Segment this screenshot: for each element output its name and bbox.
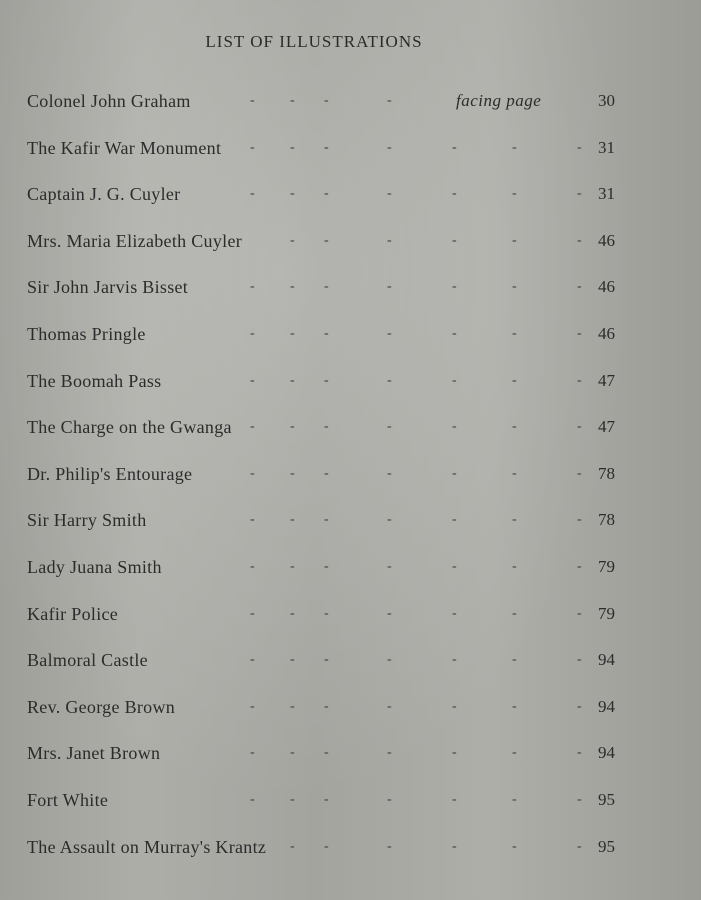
leader-dash: - [324,186,329,202]
leader-dash: - [452,698,457,714]
illustration-title: Dr. Philip's Entourage [27,463,193,484]
page-number: 31 [598,137,615,157]
leader-dash: - [250,512,255,528]
leader-dash: - [512,512,517,528]
leader-dash: - [577,465,582,481]
illustration-title: Kafir Police [27,603,119,624]
illustration-title: Sir John Jarvis Bisset [27,277,189,298]
leader-dash: - [250,745,255,761]
leader-dash: - [452,232,457,248]
leader-dash: - [290,512,295,528]
list-item [27,133,617,180]
leader-dash: - [250,419,255,435]
leader-dash: - [512,465,517,481]
leader-dash: - [324,325,329,341]
leader-dash: - [290,791,295,807]
page-number: 94 [598,743,615,763]
list-item [27,179,617,226]
leader-dash: - [512,791,517,807]
dash-leader [27,179,582,209]
leader-dash: - [290,605,295,621]
leader-dash: - [324,605,329,621]
illustration-title: The Boomah Pass [27,370,162,391]
leader-dash: - [577,512,582,528]
illustration-title: The Kafir War Monument [27,137,222,158]
leader-dash: - [387,652,392,668]
page-number: 78 [598,463,615,483]
illustration-title: The Charge on the Gwanga [27,417,232,438]
page-number: 31 [598,184,615,204]
leader-dash: - [387,372,392,388]
leader-dash: - [512,558,517,574]
dash-leader [27,412,582,442]
leader-dash: - [577,372,582,388]
leader-dash: - [290,745,295,761]
leader-dash: - [387,279,392,295]
illustration-title: Mrs. Maria Elizabeth Cuyler [27,230,243,251]
leader-dash: - [512,698,517,714]
leader-dash: - [290,698,295,714]
leader-dash: - [250,279,255,295]
leader-dash: - [577,139,582,155]
leader-dash: - [387,186,392,202]
leader-dash: - [290,325,295,341]
dash-leader [27,505,582,535]
dash-leader [27,366,582,396]
leader-dash: - [387,93,392,108]
leader-dash: - [577,838,582,854]
leader-dash: - [250,652,255,668]
list-item [27,366,617,413]
leader-dash: - [452,139,457,155]
leader-dash: - [387,745,392,761]
leader-dash: - [387,512,392,528]
leader-dash: - [512,745,517,761]
leader-dash: - [387,698,392,714]
leader-dash: - [512,652,517,668]
illustration-title: Thomas Pringle [27,323,146,344]
leader-dash: - [512,325,517,341]
leader-dash: - [577,558,582,574]
list-item [27,459,617,506]
leader-dash: - [324,652,329,668]
page-number: 30 [598,91,615,110]
leader-dash: - [512,279,517,295]
page-number: 46 [598,230,615,250]
page-title: LIST OF ILLUSTRATIONS [205,32,423,51]
page-number: 95 [598,836,615,856]
page-number: 78 [598,510,615,530]
leader-dash: - [387,558,392,574]
page-number: 94 [598,650,615,670]
list-item [27,412,617,459]
leader-dash: - [577,419,582,435]
dash-leader [27,459,582,489]
leader-dash: - [290,372,295,388]
leader-dash: - [512,186,517,202]
leader-dash: - [512,372,517,388]
leader-dash: - [512,838,517,854]
page-number: 95 [598,789,615,809]
leader-dash: - [290,139,295,155]
illustration-title: Sir Harry Smith [27,510,147,531]
leader-dash: - [387,791,392,807]
leader-dash: - [324,698,329,714]
leader-dash: - [290,465,295,481]
leader-dash: - [452,745,457,761]
leader-dash: - [324,279,329,295]
dash-leader [27,133,582,163]
leader-dash: - [250,558,255,574]
list-item [27,738,617,785]
leader-dash: - [452,558,457,574]
leader-dash: - [324,512,329,528]
leader-dash: - [250,93,255,108]
leader-dash: - [452,279,457,295]
dash-leader [27,645,582,675]
leader-dash: - [324,465,329,481]
leader-dash: - [324,745,329,761]
leader-dash: - [250,605,255,621]
dash-leader [27,738,582,768]
dash-leader [27,272,582,302]
leader-dash: - [577,232,582,248]
leader-dash: - [452,419,457,435]
leader-dash: - [250,372,255,388]
leader-dash: - [577,186,582,202]
leader-dash: - [290,186,295,202]
illustration-title: Fort White [27,789,109,810]
dash-leader [27,785,582,815]
illustration-title: Lady Juana Smith [27,556,162,577]
page-number: 94 [598,696,615,716]
illustration-title: Rev. George Brown [27,696,176,717]
dash-leader [27,552,582,582]
leader-dash: - [452,325,457,341]
leader-dash: - [324,791,329,807]
leader-dash: - [290,558,295,574]
leader-dash: - [387,465,392,481]
leader-dash: - [324,558,329,574]
page-number: 79 [598,603,615,623]
leader-dash: - [452,512,457,528]
leader-dash: - [577,745,582,761]
leader-dash: - [452,465,457,481]
leader-dash: - [250,186,255,202]
leader-dash: - [577,698,582,714]
leader-dash: - [250,139,255,155]
leader-dash: - [387,419,392,435]
leader-dash: - [452,838,457,854]
illustration-title: Balmoral Castle [27,650,148,671]
leader-dash: - [512,139,517,155]
list-item [27,645,617,692]
list-item [27,272,617,319]
dash-leader [27,226,582,256]
list-item [27,785,617,832]
list-item [27,505,617,552]
list-item [27,226,617,273]
leader-dash: - [324,139,329,155]
leader-dash: - [452,652,457,668]
leader-dash: - [387,605,392,621]
leader-dash: - [452,186,457,202]
page-number: 79 [598,556,615,576]
dash-leader [27,832,582,862]
dash-leader [27,319,582,349]
leader-dash: - [290,419,295,435]
leader-dash: - [452,605,457,621]
leader-dash: - [577,279,582,295]
illustration-title: Captain J. G. Cuyler [27,184,181,205]
list-item [27,86,617,133]
list-item [27,599,617,646]
dash-leader [27,599,582,629]
illustration-title: The Assault on Murray's Krantz [27,836,267,857]
illustration-title: Mrs. Janet Brown [27,743,161,764]
facing-page-label: facing page [456,91,542,110]
leader-dash: - [324,232,329,248]
leader-dash: - [324,838,329,854]
leader-dash: - [577,605,582,621]
page-number: 46 [598,323,615,343]
leader-dash: - [452,372,457,388]
leader-dash: - [387,139,392,155]
leader-dash: - [250,698,255,714]
leader-dash: - [577,325,582,341]
page-number: 47 [598,370,615,390]
leader-dash: - [290,838,295,854]
leader-dash: - [324,372,329,388]
leader-dash: - [290,232,295,248]
illustrations-list [27,86,617,878]
leader-dash: - [512,232,517,248]
list-item [27,832,617,879]
leader-dash: - [290,93,295,108]
leader-dash: - [387,325,392,341]
list-item [27,319,617,366]
leader-dash: - [577,791,582,807]
page-number: 47 [598,417,615,437]
leader-dash: - [387,232,392,248]
leader-dash: - [250,791,255,807]
list-item [27,552,617,599]
leader-dash: - [324,93,329,108]
leader-dash: - [290,279,295,295]
dash-leader [27,692,582,722]
leader-dash: - [324,419,329,435]
leader-dash: - [577,652,582,668]
leader-dash: - [512,419,517,435]
leader-dash: - [387,838,392,854]
leader-dash: - [452,791,457,807]
leader-dash: - [290,652,295,668]
illustration-title: Colonel John Graham [27,91,191,111]
leader-dash: - [250,325,255,341]
leader-dash: - [250,465,255,481]
list-item [27,692,617,739]
page-number: 46 [598,277,615,297]
leader-dash: - [512,605,517,621]
